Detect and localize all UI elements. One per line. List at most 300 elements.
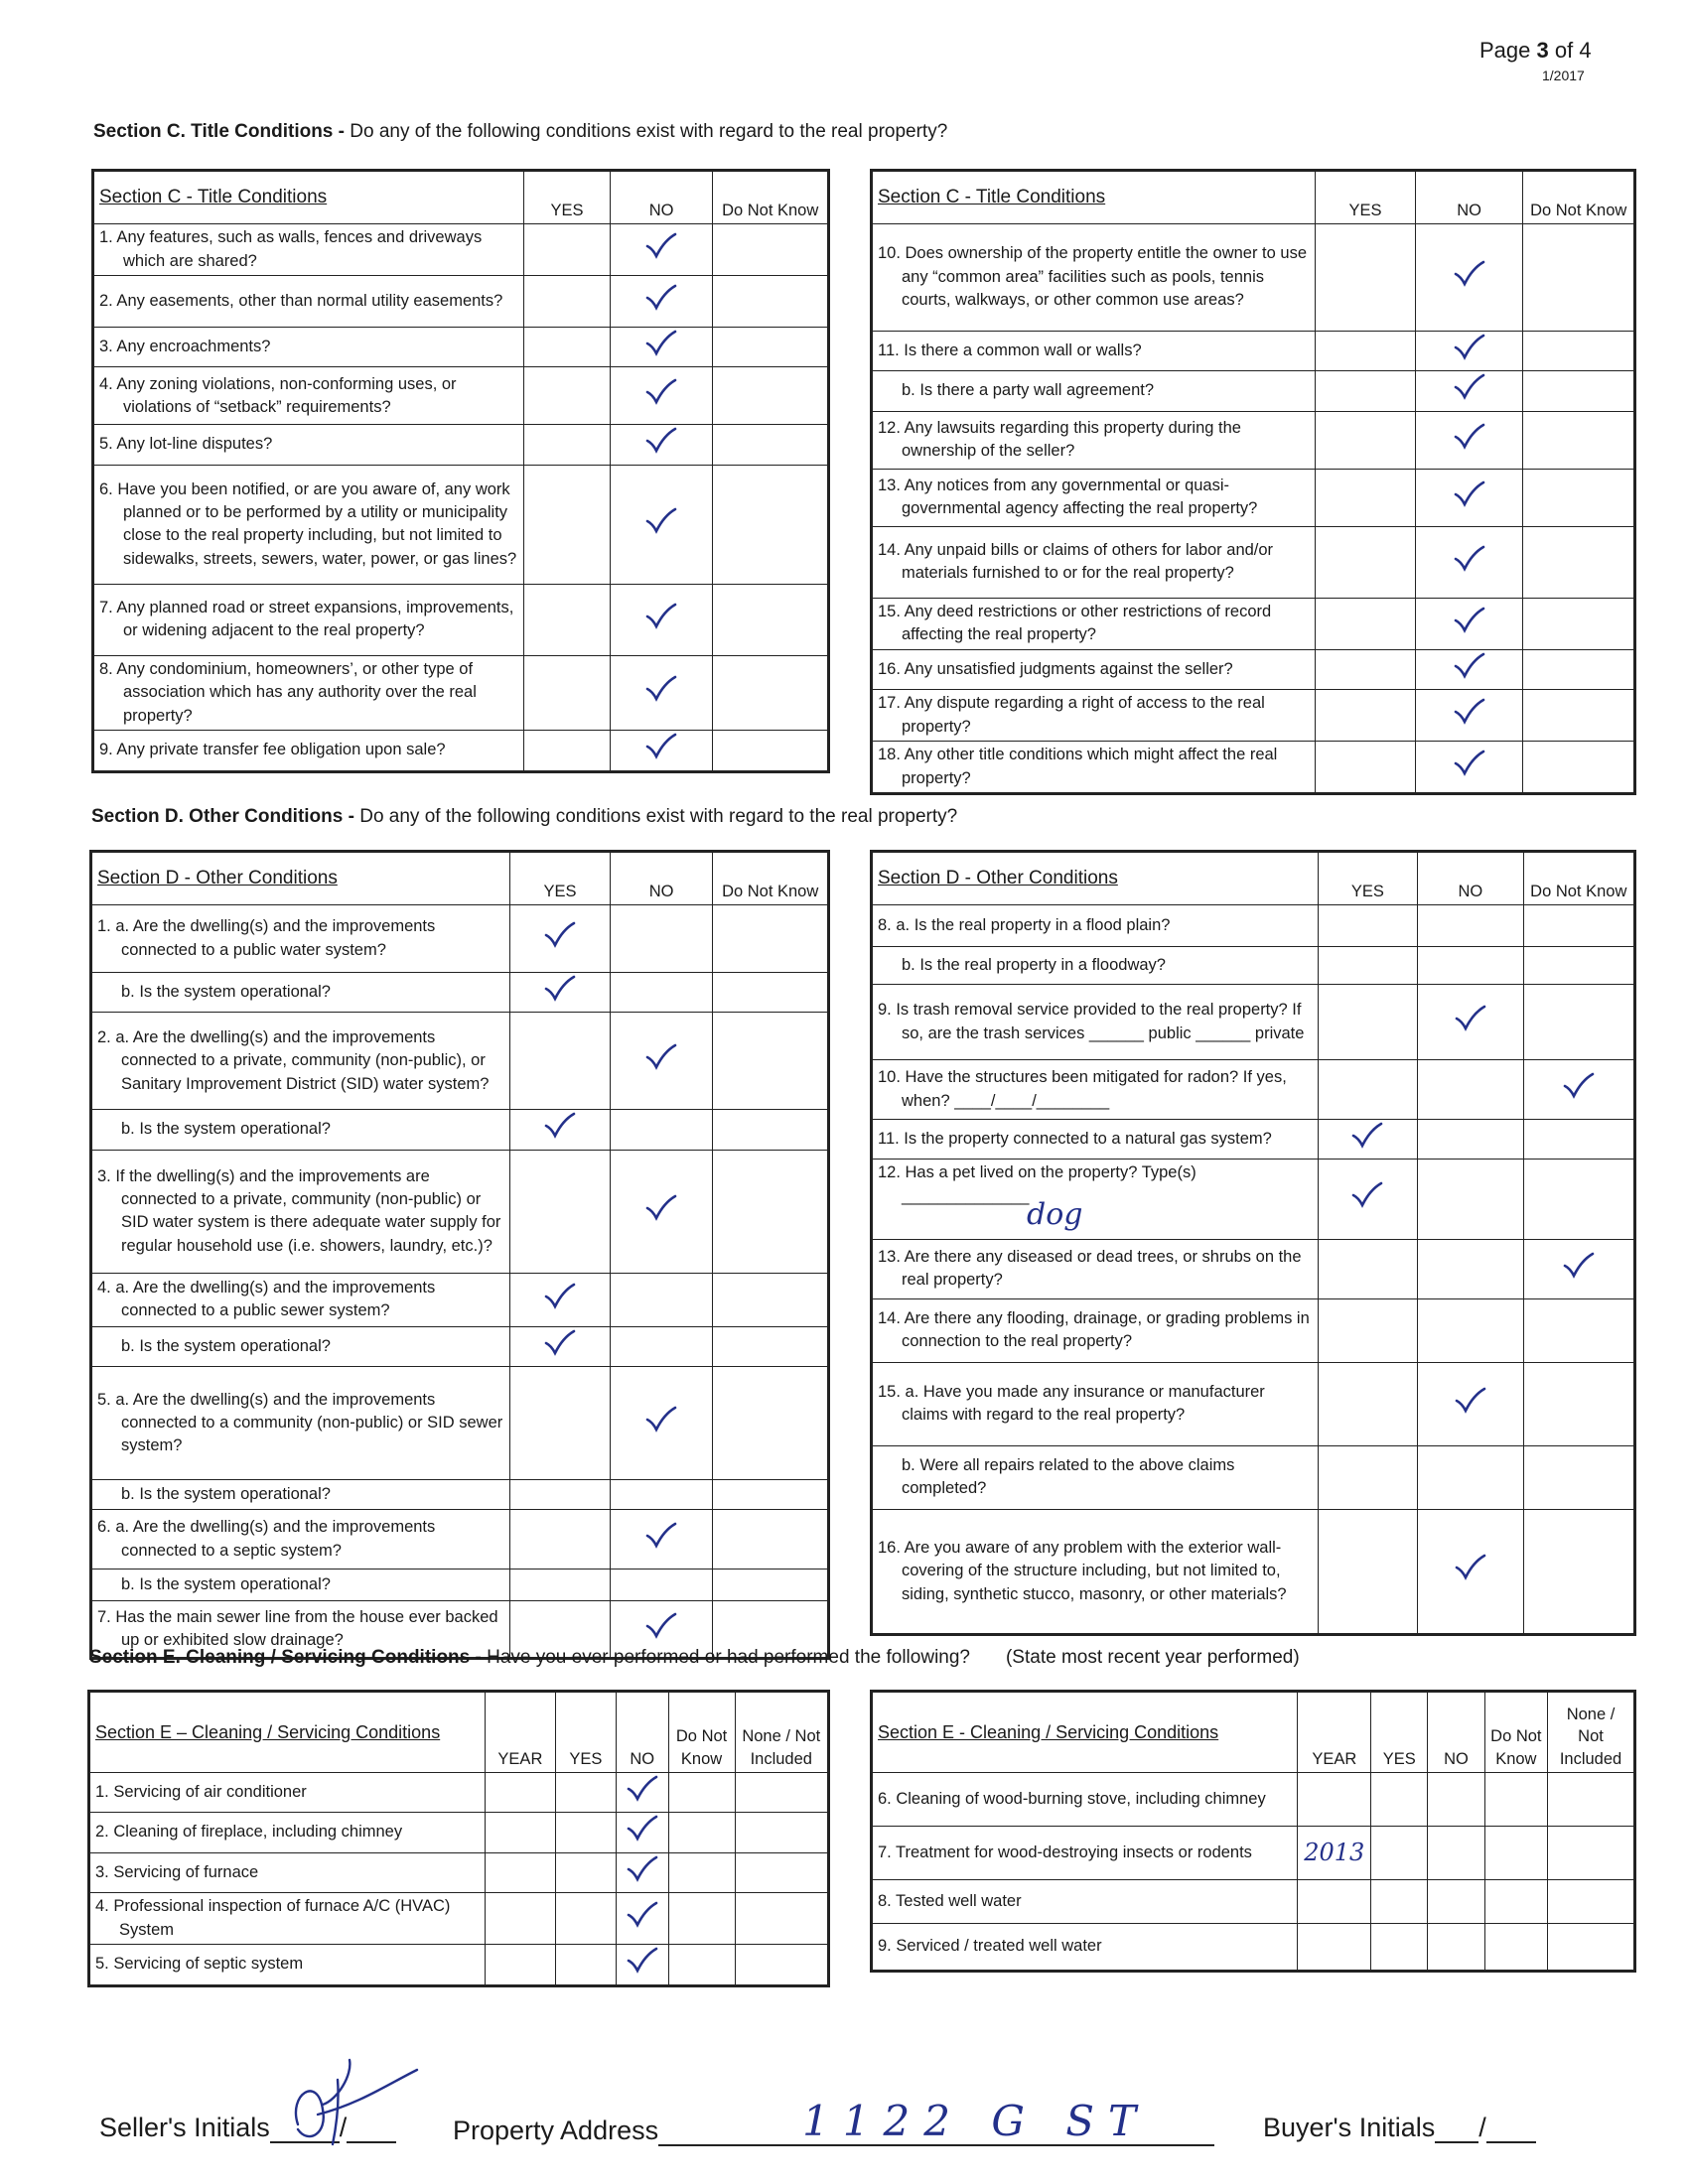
answer-cell-no[interactable] xyxy=(610,465,713,584)
answer-cell-yes[interactable] xyxy=(1371,1924,1428,1972)
answer-cell-no[interactable] xyxy=(610,731,713,772)
form-date: 1/2017 xyxy=(1542,68,1585,83)
question-text: 4. Professional inspection of furnace A/C (HVAC) System xyxy=(95,1897,451,1939)
question-cell xyxy=(872,649,1316,689)
question-cell xyxy=(872,526,1316,598)
checkmark-icon xyxy=(1451,750,1488,777)
question-text: 13. Are there any diseased or dead trees, or shrubs on the real property? xyxy=(878,1247,1302,1290)
question-cell xyxy=(872,947,1319,985)
answer-cell-dnk[interactable] xyxy=(1523,332,1635,371)
answer-cell-yes[interactable] xyxy=(1318,1239,1417,1298)
answer-cell-dnk[interactable] xyxy=(1484,1773,1547,1827)
answer-cell-dnk[interactable] xyxy=(713,367,829,425)
answer-cell-yes[interactable] xyxy=(524,425,610,465)
table-row xyxy=(872,371,1635,411)
table-row xyxy=(872,742,1635,794)
seller-initials-signature xyxy=(278,2055,427,2154)
question-text: 16. Any unsatisfied judgments against the seller? xyxy=(878,659,1233,678)
answer-cell-dnk[interactable] xyxy=(1523,1362,1634,1445)
answer-cell-no[interactable] xyxy=(1415,469,1523,526)
answer-cell-dnk[interactable] xyxy=(668,1852,735,1892)
question-text: 1. Servicing of air conditioner xyxy=(95,1783,307,1801)
answer-cell-dnk[interactable] xyxy=(713,655,829,730)
answer-cell-dnk[interactable] xyxy=(713,224,829,276)
table-row xyxy=(93,224,829,276)
table-row xyxy=(872,1298,1635,1362)
answer-cell-dnk[interactable] xyxy=(1523,411,1635,469)
question-text: 2. a. Are the dwelling(s) and the improvements connected to a private, community (non-public), or Sanitary Improvement District (SID) water system? xyxy=(97,1027,490,1093)
answer-cell-yes[interactable] xyxy=(1316,649,1416,689)
answer-cell-no[interactable] xyxy=(1418,1509,1523,1634)
answer-cell-yes[interactable] xyxy=(555,1773,616,1813)
checkmark-icon xyxy=(1452,1005,1489,1032)
answer-cell-yes[interactable] xyxy=(524,328,610,367)
checkmark-icon xyxy=(642,1194,680,1222)
answer-cell-yes[interactable] xyxy=(510,1110,611,1150)
answer-cell-yes[interactable] xyxy=(1318,947,1417,985)
question-cell xyxy=(91,905,510,973)
answer-cell-yes[interactable] xyxy=(1371,1827,1428,1880)
page-number: Page 3 of 4 xyxy=(1479,38,1592,63)
question-cell xyxy=(872,1827,1298,1880)
answer-cell-dnk[interactable] xyxy=(713,584,829,655)
answer-cell-yes[interactable] xyxy=(1316,371,1416,411)
answer-cell-no[interactable] xyxy=(1415,649,1523,689)
table-row xyxy=(872,411,1635,469)
answer-cell-dnk[interactable] xyxy=(1523,469,1635,526)
answer-cell-yes[interactable] xyxy=(510,973,611,1013)
answer-cell-yes[interactable] xyxy=(510,1013,611,1110)
section-e-left-table: Section E – Cleaning / Servicing Conditions YEAR YES NO Do Not Know None / Not Included 1. Servicing of air conditioner 2. Cleaning of fireplace, including chimney 3. Servicing of furnace 4. Professional inspection of furnace A/C (HVAC) System 5. Servicing of septic system xyxy=(87,1690,830,1987)
answer-cell-dnk[interactable] xyxy=(713,905,829,973)
answer-cell-no[interactable] xyxy=(1415,598,1523,649)
answer-cell-no[interactable] xyxy=(1418,1160,1523,1239)
property-address: Property Address 1122 G ST xyxy=(453,2113,1214,2146)
answer-cell-dnk[interactable] xyxy=(1523,1445,1634,1509)
answer-cell-no[interactable] xyxy=(610,1273,713,1326)
answer-cell-dnk[interactable] xyxy=(713,1480,829,1510)
answer-cell-yes[interactable] xyxy=(1316,690,1416,742)
question-text: 1. Any features, such as walls, fences and driveways which are shared? xyxy=(99,228,483,270)
answer-cell-yes[interactable] xyxy=(524,655,610,730)
answer-cell-dnk[interactable] xyxy=(668,1813,735,1852)
answer-cell-dnk[interactable] xyxy=(713,1110,829,1150)
answer-cell-year[interactable] xyxy=(1298,1827,1371,1880)
answer-cell-yes[interactable] xyxy=(1316,411,1416,469)
question-cell xyxy=(93,731,524,772)
question-text: 7. Treatment for wood-destroying insects or rodents xyxy=(878,1843,1252,1861)
answer-cell-yes[interactable] xyxy=(1318,1120,1417,1160)
answer-cell-dnk[interactable] xyxy=(668,1945,735,1985)
answer-cell-yes[interactable] xyxy=(1316,469,1416,526)
answer-cell-no[interactable] xyxy=(1428,1924,1484,1972)
answer-cell-no[interactable] xyxy=(1428,1827,1484,1880)
answer-cell-yes[interactable] xyxy=(524,584,610,655)
answer-cell-dnk[interactable] xyxy=(713,276,829,328)
answer-cell-yes[interactable] xyxy=(524,224,610,276)
checkmark-icon xyxy=(1451,260,1488,288)
checkmark-icon xyxy=(642,675,680,703)
table-row xyxy=(91,1273,829,1326)
answer-cell-no[interactable] xyxy=(610,1013,713,1110)
answer-cell-no[interactable] xyxy=(1418,1362,1523,1445)
answer-cell-yes[interactable] xyxy=(1318,1160,1417,1239)
question-cell xyxy=(91,1273,510,1326)
answer-cell-yes[interactable] xyxy=(1318,1298,1417,1362)
answer-cell-yes[interactable] xyxy=(524,367,610,425)
answer-cell-no[interactable] xyxy=(610,655,713,730)
checkmark-icon xyxy=(1452,1554,1489,1581)
answer-cell-dnk[interactable] xyxy=(713,1273,829,1326)
answer-cell-no[interactable] xyxy=(1415,742,1523,794)
answer-cell-none[interactable] xyxy=(735,1852,828,1892)
answer-cell-no[interactable] xyxy=(610,1110,713,1150)
answer-cell-yes[interactable] xyxy=(1318,985,1417,1060)
answer-cell-no[interactable] xyxy=(1418,1445,1523,1509)
checkmark-icon xyxy=(642,427,680,455)
question-cell xyxy=(91,1326,510,1366)
table-row xyxy=(872,649,1635,689)
question-cell xyxy=(872,742,1316,794)
table-row xyxy=(872,1160,1635,1239)
answer-cell-dnk[interactable] xyxy=(713,1570,829,1601)
answer-cell-yes[interactable] xyxy=(510,1273,611,1326)
table-row xyxy=(872,1509,1635,1634)
question-text: 10. Does ownership of the property entitle the owner to use any “common area” facilities such as pools, tennis courts, walkways, or other common use areas? xyxy=(878,244,1308,310)
question-text: 15. a. Have you made any insurance or manufacturer claims with regard to the real property? xyxy=(878,1382,1265,1425)
question-text: 1. a. Are the dwelling(s) and the improvements connected to a public water system? xyxy=(97,917,436,959)
checkmark-icon xyxy=(1451,652,1488,680)
answer-cell-yes[interactable] xyxy=(1318,1362,1417,1445)
question-cell xyxy=(89,1945,486,1985)
checkmark-icon xyxy=(624,1775,661,1803)
answer-cell-yes[interactable] xyxy=(555,1945,616,1985)
answer-cell-dnk[interactable] xyxy=(1484,1880,1547,1924)
table-row xyxy=(91,1110,829,1150)
answer-cell-year[interactable] xyxy=(485,1773,555,1813)
answer-cell-no[interactable] xyxy=(1428,1880,1484,1924)
answer-cell-no[interactable] xyxy=(610,224,713,276)
answer-cell-dnk[interactable] xyxy=(1523,947,1634,985)
answer-cell-dnk[interactable] xyxy=(1523,905,1634,947)
answer-cell-no[interactable] xyxy=(1418,905,1523,947)
answer-cell-dnk[interactable] xyxy=(668,1893,735,1945)
answer-cell-yes[interactable] xyxy=(1316,598,1416,649)
answer-cell-no[interactable] xyxy=(616,1852,668,1892)
answer-cell-yes[interactable] xyxy=(510,1510,611,1570)
answer-cell-no[interactable] xyxy=(1418,1060,1523,1120)
seller-initials: Seller's Initials / xyxy=(99,2113,396,2143)
question-cell xyxy=(872,1160,1319,1239)
answer-cell-dnk[interactable] xyxy=(713,425,829,465)
table-row xyxy=(91,1480,829,1510)
answer-cell-dnk[interactable] xyxy=(713,1367,829,1480)
table-row xyxy=(872,1060,1635,1120)
answer-cell-no[interactable] xyxy=(616,1945,668,1985)
answer-cell-dnk[interactable] xyxy=(1523,985,1634,1060)
answer-cell-yes[interactable] xyxy=(524,465,610,584)
question-text: 5. Any lot-line disputes? xyxy=(99,435,273,454)
answer-cell-yes[interactable] xyxy=(1371,1880,1428,1924)
section-d-right-table: Section D - Other Conditions YES NO Do Not Know 8. a. Is the real property in a flood plain? b. Is the real property in a floodway? 9. Is trash removal service provided to the real property? If so, are the trash services ______ public ______ private 10. Have the structures been mitigated for radon? If yes, when? ____/____/________ 11. Is the property connected to a natural gas system? 12. Has a pet lived on the property? Type(s) ______________ dog 13. Are there any diseased or dead trees, or shrubs on the real property? 14. Are there any flooding, drainage, or grading problems in connection to the real property? 15. a. Have you made any insurance or manufacturer claims with regard to the real property? b. Were all repairs related to the above claims completed? 16. Are you aware of any problem with the exterior wall-covering of the structure including, but not limited to, siding, synthetic stucco, masonry, or other materials? xyxy=(870,850,1636,1636)
checkmark-icon xyxy=(1348,1122,1386,1150)
answer-cell-dnk[interactable] xyxy=(713,1013,829,1110)
answer-cell-no[interactable] xyxy=(610,425,713,465)
table-row xyxy=(91,1367,829,1480)
question-text: b. Is the system operational? xyxy=(121,1575,331,1594)
table-row xyxy=(872,598,1635,649)
answer-cell-yes[interactable] xyxy=(1371,1773,1428,1827)
answer-cell-dnk[interactable] xyxy=(1484,1924,1547,1972)
answer-cell-dnk[interactable] xyxy=(1484,1827,1547,1880)
answer-cell-no[interactable] xyxy=(610,1150,713,1273)
answer-cell-dnk[interactable] xyxy=(713,973,829,1013)
section-c-heading: Section C. Title Conditions - Do any of the following conditions exist with regard to the real property? xyxy=(93,121,948,142)
answer-cell-no[interactable] xyxy=(1418,947,1523,985)
checkmark-icon xyxy=(1451,545,1488,573)
answer-cell-yes[interactable] xyxy=(510,1367,611,1480)
answer-cell-yes[interactable] xyxy=(1316,224,1416,332)
answer-cell-dnk[interactable] xyxy=(1523,1060,1634,1120)
answer-cell-no[interactable] xyxy=(1415,690,1523,742)
question-text: 13. Any notices from any governmental or quasi-governmental agency affecting the real property? xyxy=(878,476,1258,518)
answer-cell-no[interactable] xyxy=(1418,1298,1523,1362)
answer-cell-dnk[interactable] xyxy=(668,1773,735,1813)
table-row xyxy=(93,655,829,730)
answer-cell-yes[interactable] xyxy=(510,905,611,973)
question-text: 3. Any encroachments? xyxy=(99,338,271,355)
answer-cell-year[interactable] xyxy=(485,1813,555,1852)
answer-cell-no[interactable] xyxy=(610,1480,713,1510)
checkmark-icon xyxy=(1452,1387,1489,1415)
buyer-initials-field[interactable] xyxy=(1435,2141,1478,2143)
question-cell xyxy=(91,1510,510,1570)
checkmark-icon xyxy=(642,330,680,357)
table-row xyxy=(93,731,829,772)
checkmark-icon xyxy=(642,378,680,406)
question-text: 8. Any condominium, homeowners’, or other type of association which has any authority over the real property? xyxy=(99,659,477,725)
section-c-right-table: Section C - Title Conditions YES NO Do Not Know 10. Does ownership of the property entitle the owner to use any “common area” facilities such as pools, tennis courts, walkways, or other common use areas? 11. Is there a common wall or walls? b. Is there a party wall agreement? 12. Any lawsuits regarding this property during the ownership of the seller? 13. Any notices from any governmental or quasi-governmental agency affecting the real property? 14. Any unpaid bills or claims of others for labor and/or materials furnished to or for the real property? 15. Any deed restrictions or other restrictions of record affecting the real property? 16. Any unsatisfied judgments against the seller? 17. Any dispute regarding a right of access to the real property? 18. Any other title conditions which might affect the real property? xyxy=(870,169,1636,795)
answer-cell-none[interactable] xyxy=(1548,1880,1635,1924)
answer-cell-none[interactable] xyxy=(735,1813,828,1852)
checkmark-icon xyxy=(642,284,680,312)
answer-cell-yes[interactable] xyxy=(524,731,610,772)
question-text: 2. Cleaning of fireplace, including chimney xyxy=(95,1823,403,1842)
section-c-left-table: Section C - Title Conditions YES NO Do Not Know 1. Any features, such as walls, fences and driveways which are shared? 2. Any easements, other than normal utility easements? 3. Any encroachments? 4. Any zoning violations, non-conforming uses, or violations of “setback” requirements? 5. Any lot-line disputes? 6. Have you been notified, or are you aware of, any work planned or to be performed by a utility or municipality close to the real property including, but not limited to sidewalks, streets, sewers, water, power, or gas lines? 7. Any planned road or street expansions, improvements, or widening adjacent to the real property? 8. Any condominium, homeowners’, or other type of association which has any authority over the real property? 9. Any private transfer fee obligation upon sale? xyxy=(91,169,830,773)
question-text: 9. Any private transfer fee obligation upon sale? xyxy=(99,741,446,759)
checkmark-icon xyxy=(1451,373,1488,401)
answer-cell-none[interactable] xyxy=(735,1773,828,1813)
answer-cell-yes[interactable] xyxy=(555,1852,616,1892)
table-title: Section E - Cleaning / Servicing Conditions xyxy=(872,1692,1298,1773)
answer-cell-none[interactable] xyxy=(1548,1827,1635,1880)
question-cell xyxy=(89,1852,486,1892)
answer-cell-dnk[interactable] xyxy=(1523,1298,1634,1362)
answer-cell-none[interactable] xyxy=(735,1945,828,1985)
checkmark-icon xyxy=(624,1855,661,1883)
answer-cell-no[interactable] xyxy=(610,328,713,367)
question-text: b. Is the real property in a floodway? xyxy=(902,955,1166,974)
answer-cell-year[interactable] xyxy=(485,1852,555,1892)
table-row xyxy=(872,1924,1635,1972)
question-text: 6. Have you been notified, or are you aware of, any work planned or to be performed by a utility or municipality close to the real property including, but not limited to sidewalks, streets, sewers, water, power, or gas lines? xyxy=(99,479,517,568)
answer-cell-no[interactable] xyxy=(1418,1239,1523,1298)
answer-cell-dnk[interactable] xyxy=(1523,526,1635,598)
table-row xyxy=(872,1880,1635,1924)
question-cell xyxy=(872,1924,1298,1972)
question-text: 9. Serviced / treated well water xyxy=(878,1937,1102,1956)
table-row xyxy=(872,526,1635,598)
answer-cell-no[interactable] xyxy=(1415,526,1523,598)
question-cell xyxy=(91,1570,510,1601)
answer-cell-year[interactable] xyxy=(1298,1880,1371,1924)
question-text: 12. Any lawsuits regarding this property during the ownership of the seller? xyxy=(878,418,1241,461)
answer-cell-no[interactable] xyxy=(616,1773,668,1813)
answer-cell-dnk[interactable] xyxy=(1523,649,1635,689)
answer-cell-dnk[interactable] xyxy=(713,328,829,367)
table-row xyxy=(872,332,1635,371)
question-cell xyxy=(89,1893,486,1945)
answer-cell-yes[interactable] xyxy=(1316,332,1416,371)
answer-cell-none[interactable] xyxy=(1548,1924,1635,1972)
checkmark-icon xyxy=(541,1283,579,1310)
answer-cell-yes[interactable] xyxy=(1318,1445,1417,1509)
question-text: 11. Is there a common wall or walls? xyxy=(878,341,1142,359)
answer-cell-dnk[interactable] xyxy=(713,1326,829,1366)
table-row xyxy=(872,985,1635,1060)
answer-cell-year[interactable] xyxy=(1298,1773,1371,1827)
question-text: 3. If the dwelling(s) and the improvements are connected to a private, community (non-public) or SID water system is there adequate water supply for regular household use (i.e. showers, laundry, etc.)? xyxy=(97,1166,501,1255)
answer-cell-no[interactable] xyxy=(610,1570,713,1601)
checkmark-icon xyxy=(541,1112,579,1140)
answer-cell-dnk[interactable] xyxy=(1523,742,1635,794)
question-text: 14. Are there any flooding, drainage, or grading problems in connection to the real property? xyxy=(878,1308,1310,1351)
table-row xyxy=(93,425,829,465)
checkmark-icon xyxy=(1451,698,1488,726)
question-text: 7. Any planned road or street expansions, improvements, or widening adjacent to the real property? xyxy=(99,598,514,640)
answer-cell-no[interactable] xyxy=(1418,985,1523,1060)
answer-cell-no[interactable] xyxy=(1415,411,1523,469)
pet-type-handwritten: dog xyxy=(1027,1197,1083,1233)
answer-cell-yes[interactable] xyxy=(1318,1060,1417,1120)
answer-cell-no[interactable] xyxy=(616,1893,668,1945)
answer-cell-dnk[interactable] xyxy=(1523,690,1635,742)
table-row xyxy=(91,1510,829,1570)
question-cell xyxy=(872,332,1316,371)
question-cell xyxy=(91,1480,510,1510)
question-cell xyxy=(872,1445,1319,1509)
answer-cell-no[interactable] xyxy=(610,905,713,973)
answer-cell-yes[interactable] xyxy=(1316,526,1416,598)
table-row xyxy=(91,1570,829,1601)
answer-cell-yes[interactable] xyxy=(555,1893,616,1945)
question-cell xyxy=(93,584,524,655)
answer-cell-dnk[interactable] xyxy=(1523,1120,1634,1160)
answer-cell-yes[interactable] xyxy=(1318,905,1417,947)
question-cell xyxy=(872,690,1316,742)
answer-cell-no[interactable] xyxy=(610,584,713,655)
table-title: Section E – Cleaning / Servicing Conditions xyxy=(89,1692,486,1773)
answer-cell-no[interactable] xyxy=(610,973,713,1013)
answer-cell-no[interactable] xyxy=(610,367,713,425)
checkmark-icon xyxy=(1451,480,1488,508)
answer-cell-dnk[interactable] xyxy=(1523,1239,1634,1298)
property-address-field[interactable]: 1122 G ST xyxy=(658,2113,1214,2146)
checkmark-icon xyxy=(642,507,680,535)
answer-cell-no[interactable] xyxy=(1415,224,1523,332)
question-cell xyxy=(91,1013,510,1110)
question-text: 12. Has a pet lived on the property? Type(s) ______________ xyxy=(878,1163,1196,1205)
answer-cell-dnk[interactable] xyxy=(1523,1160,1634,1239)
answer-cell-yes[interactable] xyxy=(1318,1509,1417,1634)
answer-cell-no[interactable] xyxy=(610,1367,713,1480)
buyer-initials: Buyer's Initials / xyxy=(1263,2113,1536,2143)
question-cell xyxy=(872,1239,1319,1298)
question-cell xyxy=(93,328,524,367)
table-row xyxy=(91,973,829,1013)
answer-cell-no[interactable] xyxy=(1428,1773,1484,1827)
answer-cell-yes[interactable] xyxy=(1316,742,1416,794)
checkmark-icon xyxy=(642,1043,680,1071)
question-cell xyxy=(872,1362,1319,1445)
answer-cell-dnk[interactable] xyxy=(1523,1509,1634,1634)
answer-cell-no[interactable] xyxy=(1415,332,1523,371)
table-row xyxy=(872,947,1635,985)
answer-cell-yes[interactable] xyxy=(555,1813,616,1852)
question-text: b. Is the system operational? xyxy=(121,1485,331,1504)
table-row xyxy=(89,1773,829,1813)
question-text: 5. a. Are the dwelling(s) and the improvements connected to a community (non-public) or SID sewer system? xyxy=(97,1390,503,1455)
table-row xyxy=(93,328,829,367)
answer-cell-none[interactable] xyxy=(1548,1773,1635,1827)
answer-cell-no[interactable] xyxy=(610,1326,713,1366)
checkmark-icon xyxy=(541,975,579,1003)
checkmark-icon xyxy=(1560,1072,1598,1100)
question-cell xyxy=(91,973,510,1013)
answer-cell-no[interactable] xyxy=(610,276,713,328)
answer-cell-dnk[interactable] xyxy=(713,465,829,584)
answer-cell-dnk[interactable] xyxy=(1523,371,1635,411)
answer-cell-yes[interactable] xyxy=(510,1150,611,1273)
answer-cell-no[interactable] xyxy=(1415,371,1523,411)
answer-cell-yes[interactable] xyxy=(510,1480,611,1510)
checkmark-icon xyxy=(642,1522,680,1550)
question-text: b. Were all repairs related to the above claims completed? xyxy=(902,1455,1235,1498)
answer-cell-dnk[interactable] xyxy=(1523,224,1635,332)
answer-cell-yes[interactable] xyxy=(510,1570,611,1601)
answer-cell-dnk[interactable] xyxy=(713,1150,829,1273)
answer-cell-year[interactable] xyxy=(1298,1924,1371,1972)
question-cell xyxy=(872,905,1319,947)
answer-cell-dnk[interactable] xyxy=(1523,598,1635,649)
answer-cell-none[interactable] xyxy=(735,1893,828,1945)
checkmark-icon xyxy=(642,1612,680,1640)
question-text: 11. Is the property connected to a natural gas system? xyxy=(878,1130,1272,1148)
answer-cell-dnk[interactable] xyxy=(713,731,829,772)
answer-cell-no[interactable] xyxy=(616,1813,668,1852)
question-text: 2. Any easements, other than normal utility easements? xyxy=(99,291,503,310)
question-text: 9. Is trash removal service provided to the real property? If so, are the trash services ______ public ______ private xyxy=(878,1001,1305,1042)
answer-cell-year[interactable] xyxy=(485,1893,555,1945)
answer-cell-yes[interactable] xyxy=(524,276,610,328)
checkmark-icon xyxy=(624,1947,661,1975)
answer-cell-dnk[interactable] xyxy=(713,1510,829,1570)
answer-cell-no[interactable] xyxy=(610,1510,713,1570)
answer-cell-no[interactable] xyxy=(1418,1120,1523,1160)
checkmark-icon xyxy=(642,232,680,260)
answer-cell-yes[interactable] xyxy=(510,1326,611,1366)
answer-cell-year[interactable] xyxy=(485,1945,555,1985)
